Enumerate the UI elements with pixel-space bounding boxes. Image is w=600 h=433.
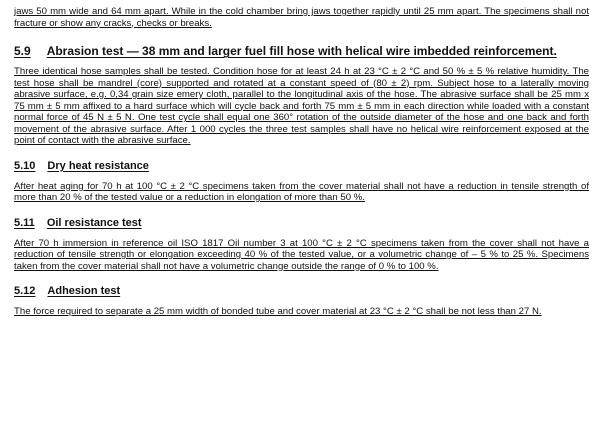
section-5-9-body: Three identical hose samples shall be tested. Condition hose for at least 24 h at 23 °C ± 2 °C and 50 % ± 5 % relative humidity. The test hose shall be mandrel (core) supported and rotated at a constant speed of (80 ± 2) rpm. Subject hose to a laterally moving abrasive surface, e.g. 0,34 grain size emery cloth, parallel to the longitudinal axis of the hose. The abrasive surface shall be 25 mm x 75 mm ± 5 mm affixed to a hard surface which will cycle back and forth 75 mm ± 5 mm in each direction while loaded with a constant normal force of 45 N ± 5 N. One test cycle shall equal one 360° rotation of the outside diameter of the hose and one back and forth movement of the abrasive surface. After 1 000 cycles the three test samples shall have no helical wire reinforcement exposed at the point of contact with the abrasive surface. bbox=[14, 66, 589, 146]
section-5-11-body: After 70 h immersion in reference oil ISO 1817 Oil number 3 at 100 °C ± 2 °C specimens taken from the cover shall not have a reduction of tensile strength or elongation exceeding 40 % of the tested value, or a volumetric change of – 5 % to 25 %. Specimens taken from the cover material shall not have a volumetric change outside the range of 0 % to 100 %. bbox=[14, 237, 589, 272]
section-title: Dry heat resistance bbox=[47, 159, 149, 172]
section-title: Adhesion test bbox=[47, 285, 121, 297]
section-5-9-heading bbox=[14, 44, 589, 58]
section-5-12-heading bbox=[14, 285, 589, 297]
section-number: 5.11 bbox=[14, 216, 35, 229]
section-5-11-heading bbox=[14, 217, 589, 229]
section-5-12-body: The force required to separate a 25 mm width of bonded tube and cover material at 23 °C ± 2 °C shall be not less than 27 N. bbox=[14, 306, 542, 317]
section-title: Abrasion test — 38 mm and larger fuel fill hose with helical wire imbedded reinforcement. bbox=[46, 44, 557, 58]
intro-paragraph: jaws 50 mm wide and 64 mm apart. While in the cold chamber bring jaws together rapidly until 25 mm apart. The specimens shall not fracture or show any cracks, checks or breaks. bbox=[14, 6, 589, 29]
section-5-10-heading bbox=[14, 160, 589, 172]
section-number: 5.10 bbox=[14, 159, 36, 172]
section-number: 5.9 bbox=[14, 44, 31, 58]
document-page bbox=[14, 0, 589, 318]
section-title: Oil resistance test bbox=[46, 216, 142, 229]
section-number: 5.12 bbox=[14, 285, 36, 297]
section-5-10-body: After heat aging for 70 h at 100 °C ± 2 °C specimens taken from the cover material shall not have a reduction in tensile strength of more than 20 % of the tested value or a reduction in elongation of more than 50 %. bbox=[14, 180, 589, 203]
